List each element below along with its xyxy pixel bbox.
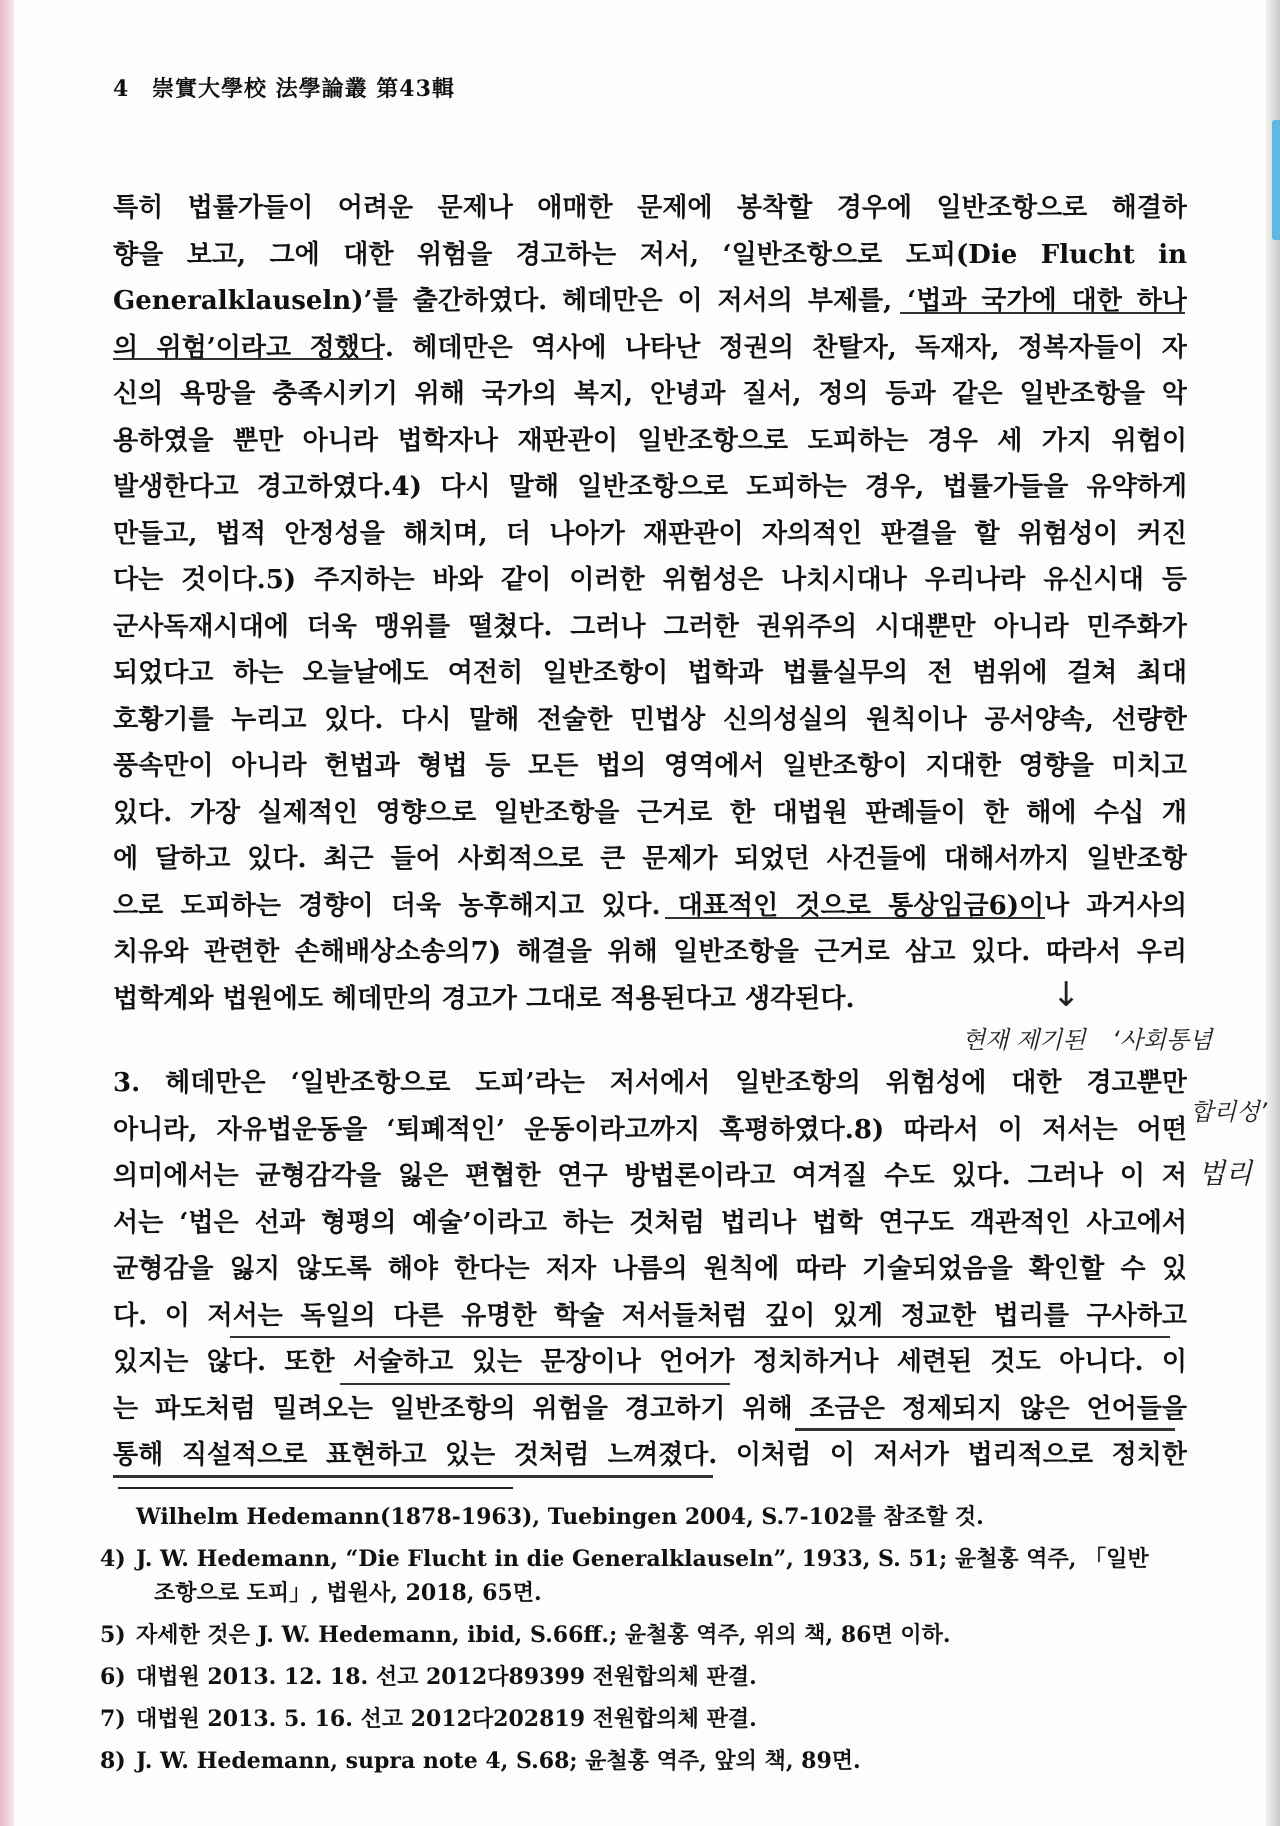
text-line: 에 달하고 있다. 최근 들어 사회적으로 큰 문제가 되었던 사건들에 대해서까지 일반조항 — [113, 844, 1187, 874]
text-line: 호황기를 누리고 있다. 다시 말해 전술한 민법상 신의성실의 원칙이나 공서양속, 선량한 — [113, 704, 1187, 735]
footnote — [100, 1660, 1188, 1694]
handwritten-note: 현재 제기된 — [962, 1026, 1086, 1054]
handwritten-underline — [900, 312, 1185, 314]
text-line: 용하였을 뿐만 아니라 법학자나 재판관이 일반조항으로 도피하는 경우 세 가지 위험이 — [113, 425, 1187, 456]
handwritten-underline — [340, 1383, 730, 1385]
footnote-text-continued: 조항으로 도피」, 법원사, 2018, 65면. — [154, 1580, 542, 1606]
page-number: 4 — [113, 76, 130, 102]
text-line: 의미에서는 균형감각을 잃은 편협한 연구 방법론이라고 여겨질 수도 있다. 그러나 이 저 — [113, 1161, 1187, 1191]
footnote — [118, 1500, 1188, 1534]
text-line: 되었다고 하는 오늘날에도 여전히 일반조항이 법학과 법률실무의 전 범위에 걸쳐 최대 — [113, 658, 1187, 688]
handwritten-note: ‘사회통념 — [1112, 1026, 1213, 1054]
text-line: 다는 것이다.5) 주지하는 바와 같이 이러한 위험성은 나치시대나 우리나라 유신시대 등 — [113, 565, 1187, 595]
text-line: 다. 이 저서는 독일의 다른 유명한 학술 저서들처럼 깊이 있게 정교한 법리를 구사하고 — [113, 1300, 1187, 1331]
text-line: 서는 ‘법은 선과 형평의 예술’이라고 하는 것처럼 법리나 법학 연구도 객관적인 사고에서 — [113, 1207, 1187, 1238]
footnote — [100, 1744, 1188, 1778]
footnote-text: 대법원 2013. 12. 18. 선고 2012다89399 전원합의체 판결. — [136, 1664, 757, 1690]
handwritten-underline — [230, 1336, 1170, 1338]
text-line: 는 파도처럼 밀려오는 일반조항의 위험을 경고하기 위해 조금은 정제되지 않은 언어들을 — [113, 1393, 1187, 1424]
footnote — [100, 1618, 1188, 1652]
journal-title: 崇實大學校 法學論叢 第43輯 — [151, 76, 455, 102]
text-line: 발생한다고 경고하였다.4) 다시 말해 일반조항으로 도피하는 경우, 법률가들을 유약하게 — [113, 472, 1187, 502]
text-line: 균형감을 잃지 않도록 해야 한다는 저자 나름의 원칙에 따라 기술되었음을 확인할 수 있 — [113, 1254, 1187, 1284]
handwritten-arrow-icon: ↓ — [1052, 975, 1081, 1015]
paragraph-2 — [113, 1060, 1187, 1479]
text-line: 으로 도피하는 경향이 더욱 농후해지고 있다. 대표적인 것으로 통상임금6)이나 과거사의 — [113, 890, 1187, 921]
footnote-text: 자세한 것은 J. W. Hedemann, ibid, S.66ff.; 윤철홍 역주, 위의 책, 86면 이하. — [136, 1622, 951, 1648]
text-line: Generalklauseln)’를 출간하였다. 헤데만은 이 저서의 부제를, ‘법과 국가에 대한 하나 — [113, 286, 1187, 316]
footnote-text: Wilhelm Hedemann(1878-1963), Tuebingen 2004, S.7-102를 참조할 것. — [136, 1504, 984, 1530]
running-header — [113, 72, 469, 103]
text-line: 만들고, 법적 안정성을 해치며, 더 나아가 재판관이 자의적인 판결을 할 위험성이 커진 — [113, 518, 1187, 549]
handwritten-note: 법리 — [1198, 1157, 1253, 1190]
text-line: 3. 헤데만은 ‘일반조항으로 도피’라는 저서에서 일반조항의 위험성에 대한 경고뿐만 — [113, 1068, 1187, 1098]
footnote-text: J. W. Hedemann, “Die Flucht in die Generalklauseln”, 1933, S. 51; 윤철홍 역주, 「일반 — [136, 1546, 1149, 1572]
page-edge-left — [0, 0, 14, 1826]
text-line: 아니라, 자유법운동을 ‘퇴폐적인’ 운동이라고까지 혹평하였다.8) 따라서 이 저서는 어떤 — [113, 1114, 1187, 1145]
footnote-number: 4) — [100, 1546, 126, 1572]
handwritten-underline — [665, 917, 1045, 919]
footnote — [100, 1702, 1188, 1736]
footnote-number: 8) — [100, 1748, 126, 1774]
footnote — [100, 1542, 1188, 1610]
footnote-number: 5) — [100, 1622, 126, 1648]
text-line: 치유와 관련한 손해배상소송의7) 해결을 위해 일반조항을 근거로 삼고 있다. 따라서 우리 — [113, 937, 1187, 967]
text-line: 법학계와 법원에도 헤데만의 경고가 그대로 적용된다고 생각된다. — [113, 983, 855, 1014]
footnote-number: 6) — [100, 1664, 126, 1690]
text-line: 신의 욕망을 충족시키기 위해 국가의 복지, 안녕과 질서, 정의 등과 같은 일반조항을 악 — [113, 379, 1187, 409]
text-line: 있지는 않다. 또한 서술하고 있는 문장이나 언어가 정치하거나 세련된 것도 아니다. 이 — [113, 1347, 1187, 1377]
handwritten-note: 합리성’ — [1190, 1098, 1268, 1126]
footnote-text: J. W. Hedemann, supra note 4, S.68; 윤철홍 역주, 앞의 책, 89면. — [136, 1748, 861, 1774]
page-edge-right — [1266, 0, 1280, 1826]
text-line: 통해 직설적으로 표현하고 있는 것처럼 느껴졌다. 이처럼 이 저서가 법리적으로 정치한 — [113, 1440, 1187, 1470]
text-line: 풍속만이 아니라 헌법과 형법 등 모든 법의 영역에서 일반조항이 지대한 영향을 미치고 — [113, 751, 1187, 781]
handwritten-underline — [795, 1428, 1175, 1431]
footnote-text: 대법원 2013. 5. 16. 선고 2012다202819 전원합의체 판결. — [136, 1706, 757, 1732]
footnotes — [100, 1500, 1188, 1786]
footnote-number: 7) — [100, 1706, 126, 1732]
text-line: 군사독재시대에 더욱 맹위를 떨쳤다. 그러나 그러한 권위주의 시대뿐만 아니라 민주화가 — [113, 611, 1187, 642]
handwritten-underline — [113, 358, 383, 360]
bookmark-tab — [1272, 120, 1280, 240]
text-line: 의 위험’이라고 정했다. 헤데만은 역사에 나타난 정권의 찬탈자, 독재자, 정복자들이 자 — [113, 332, 1187, 363]
text-line: 향을 보고, 그에 대한 위험을 경고하는 저서, ‘일반조항으로 도피(Die Flucht in — [113, 239, 1187, 270]
paragraph-1 — [113, 185, 1187, 1022]
footnote-divider — [118, 1487, 513, 1489]
text-line: 있다. 가장 실제적인 영향으로 일반조항을 근거로 한 대법원 판례들이 한 해에 수십 개 — [113, 797, 1187, 828]
handwritten-underline — [113, 1475, 713, 1478]
text-line: 특히 법률가들이 어려운 문제나 애매한 문제에 봉착할 경우에 일반조항으로 해결하 — [113, 193, 1187, 223]
